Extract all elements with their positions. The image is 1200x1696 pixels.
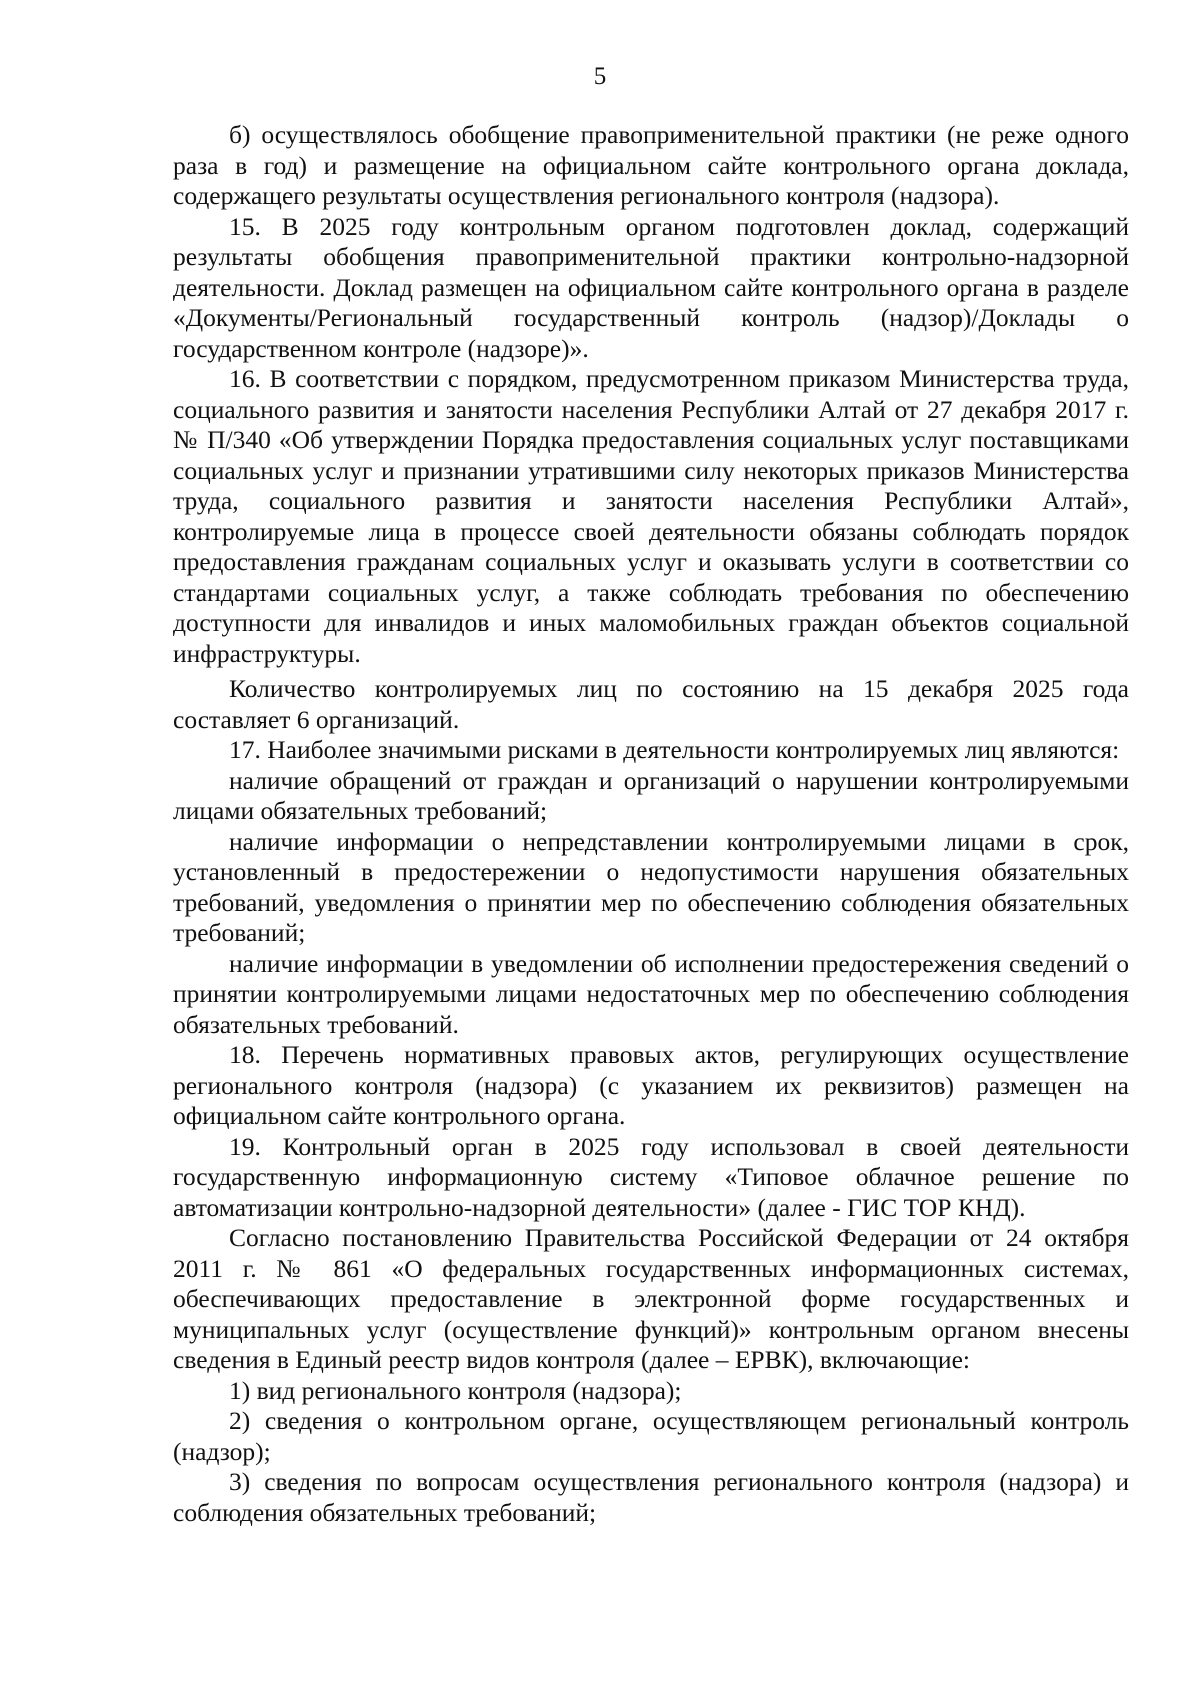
risk-item-complaints: наличие обращений от граждан и организаций о нарушении контролируемыми лицами обязательных требований; <box>173 765 1129 825</box>
paragraph-18-legal-acts: 18. Перечень нормативных правовых актов, регулирующих осуществление регионального контроля (надзора) (с указанием их реквизитов) размещен на официальном сайте контрольного органа. <box>173 1040 1129 1130</box>
list-item-2-control-body: 2) сведения о контрольном органе, осуществляющем региональный контроль (надзор); <box>173 1406 1129 1466</box>
document-body <box>173 120 1129 1528</box>
paragraph-ervk-registry: Согласно постановлению Правительства Российской Федерации от 24 октября 2011 г. № 861 «О федеральных государственных информационных системах, обеспечивающих предоставление в электронной форме государственных и муниципальных услуг (осуществление функций)» контрольным органом внесены сведения в Единый реестр видов контроля (далее – ЕРВК), включающие: <box>173 1223 1129 1374</box>
list-item-3-control-issues: 3) сведения по вопросам осуществления регионального контроля (надзора) и соблюдения обязательных требований; <box>173 1467 1129 1527</box>
paragraph-16-obligations: 16. В соответствии с порядком, предусмотренном приказом Министерства труда, социального развития и занятости населения Республики Алтай от 27 декабря 2017 г. № П/340 «Об утверждении Порядка предоставления социальных услуг поставщиками социальных услуг и признании утратившими силу некоторых приказов Министерства труда, социального развития и занятости населения Республики Алтай», контролируемые лица в процессе своей деятельности обязаны соблюдать порядок предоставления гражданам социальных услуг и оказывать услуги в соответствии со стандартами социальных услуг, а также соблюдать требования по обеспечению доступности для инвалидов и иных маломобильных граждан объектов социальной инфраструктуры. <box>173 364 1129 668</box>
paragraph-19-gis: 19. Контрольный орган в 2025 году использовал в своей деятельности государственную информационную систему «Типовое облачное решение по автоматизации контрольно-надзорной деятельности» (далее - ГИС ТОР КНД). <box>173 1131 1129 1222</box>
paragraph-b-practice-generalization: б) осуществлялось обобщение правоприменительной практики (не реже одного раза в год) и размещение на официальном сайте контрольного органа доклада, содержащего результаты осуществления регионального контроля (надзора). <box>173 120 1129 210</box>
risk-item-non-notification: наличие информации о непредставлении контролируемыми лицами в срок, установленный в предостережении о недопустимости нарушения обязательных требований, уведомления о принятии мер по обеспечению соблюдения обязательных требований; <box>173 826 1129 947</box>
list-item-1-control-type: 1) вид регионального контроля (надзора); <box>229 1375 682 1405</box>
page-number: 5 <box>593 63 607 90</box>
paragraph-controlled-entities-count: Количество контролируемых лиц по состоянию на 15 декабря 2025 года составляет 6 организаций. <box>173 674 1129 734</box>
risk-item-insufficient-measures: наличие информации в уведомлении об исполнении предостережения сведений о принятии контролируемыми лицами недостаточных мер по обеспечению соблюдения обязательных требований. <box>173 948 1129 1039</box>
paragraph-17-risks: 17. Наиболее значимыми рисками в деятельности контролируемых лиц являются: <box>229 735 1120 764</box>
paragraph-15-report: 15. В 2025 году контрольным органом подготовлен доклад, содержащий результаты обобщения правоприменительной практики контрольно-надзорной деятельности. Доклад размещен на официальном сайте контрольного органа в разделе «Документы/Региональный государственный контроль (надзор)/Доклады о государственном контроле (надзоре)». <box>173 211 1129 363</box>
